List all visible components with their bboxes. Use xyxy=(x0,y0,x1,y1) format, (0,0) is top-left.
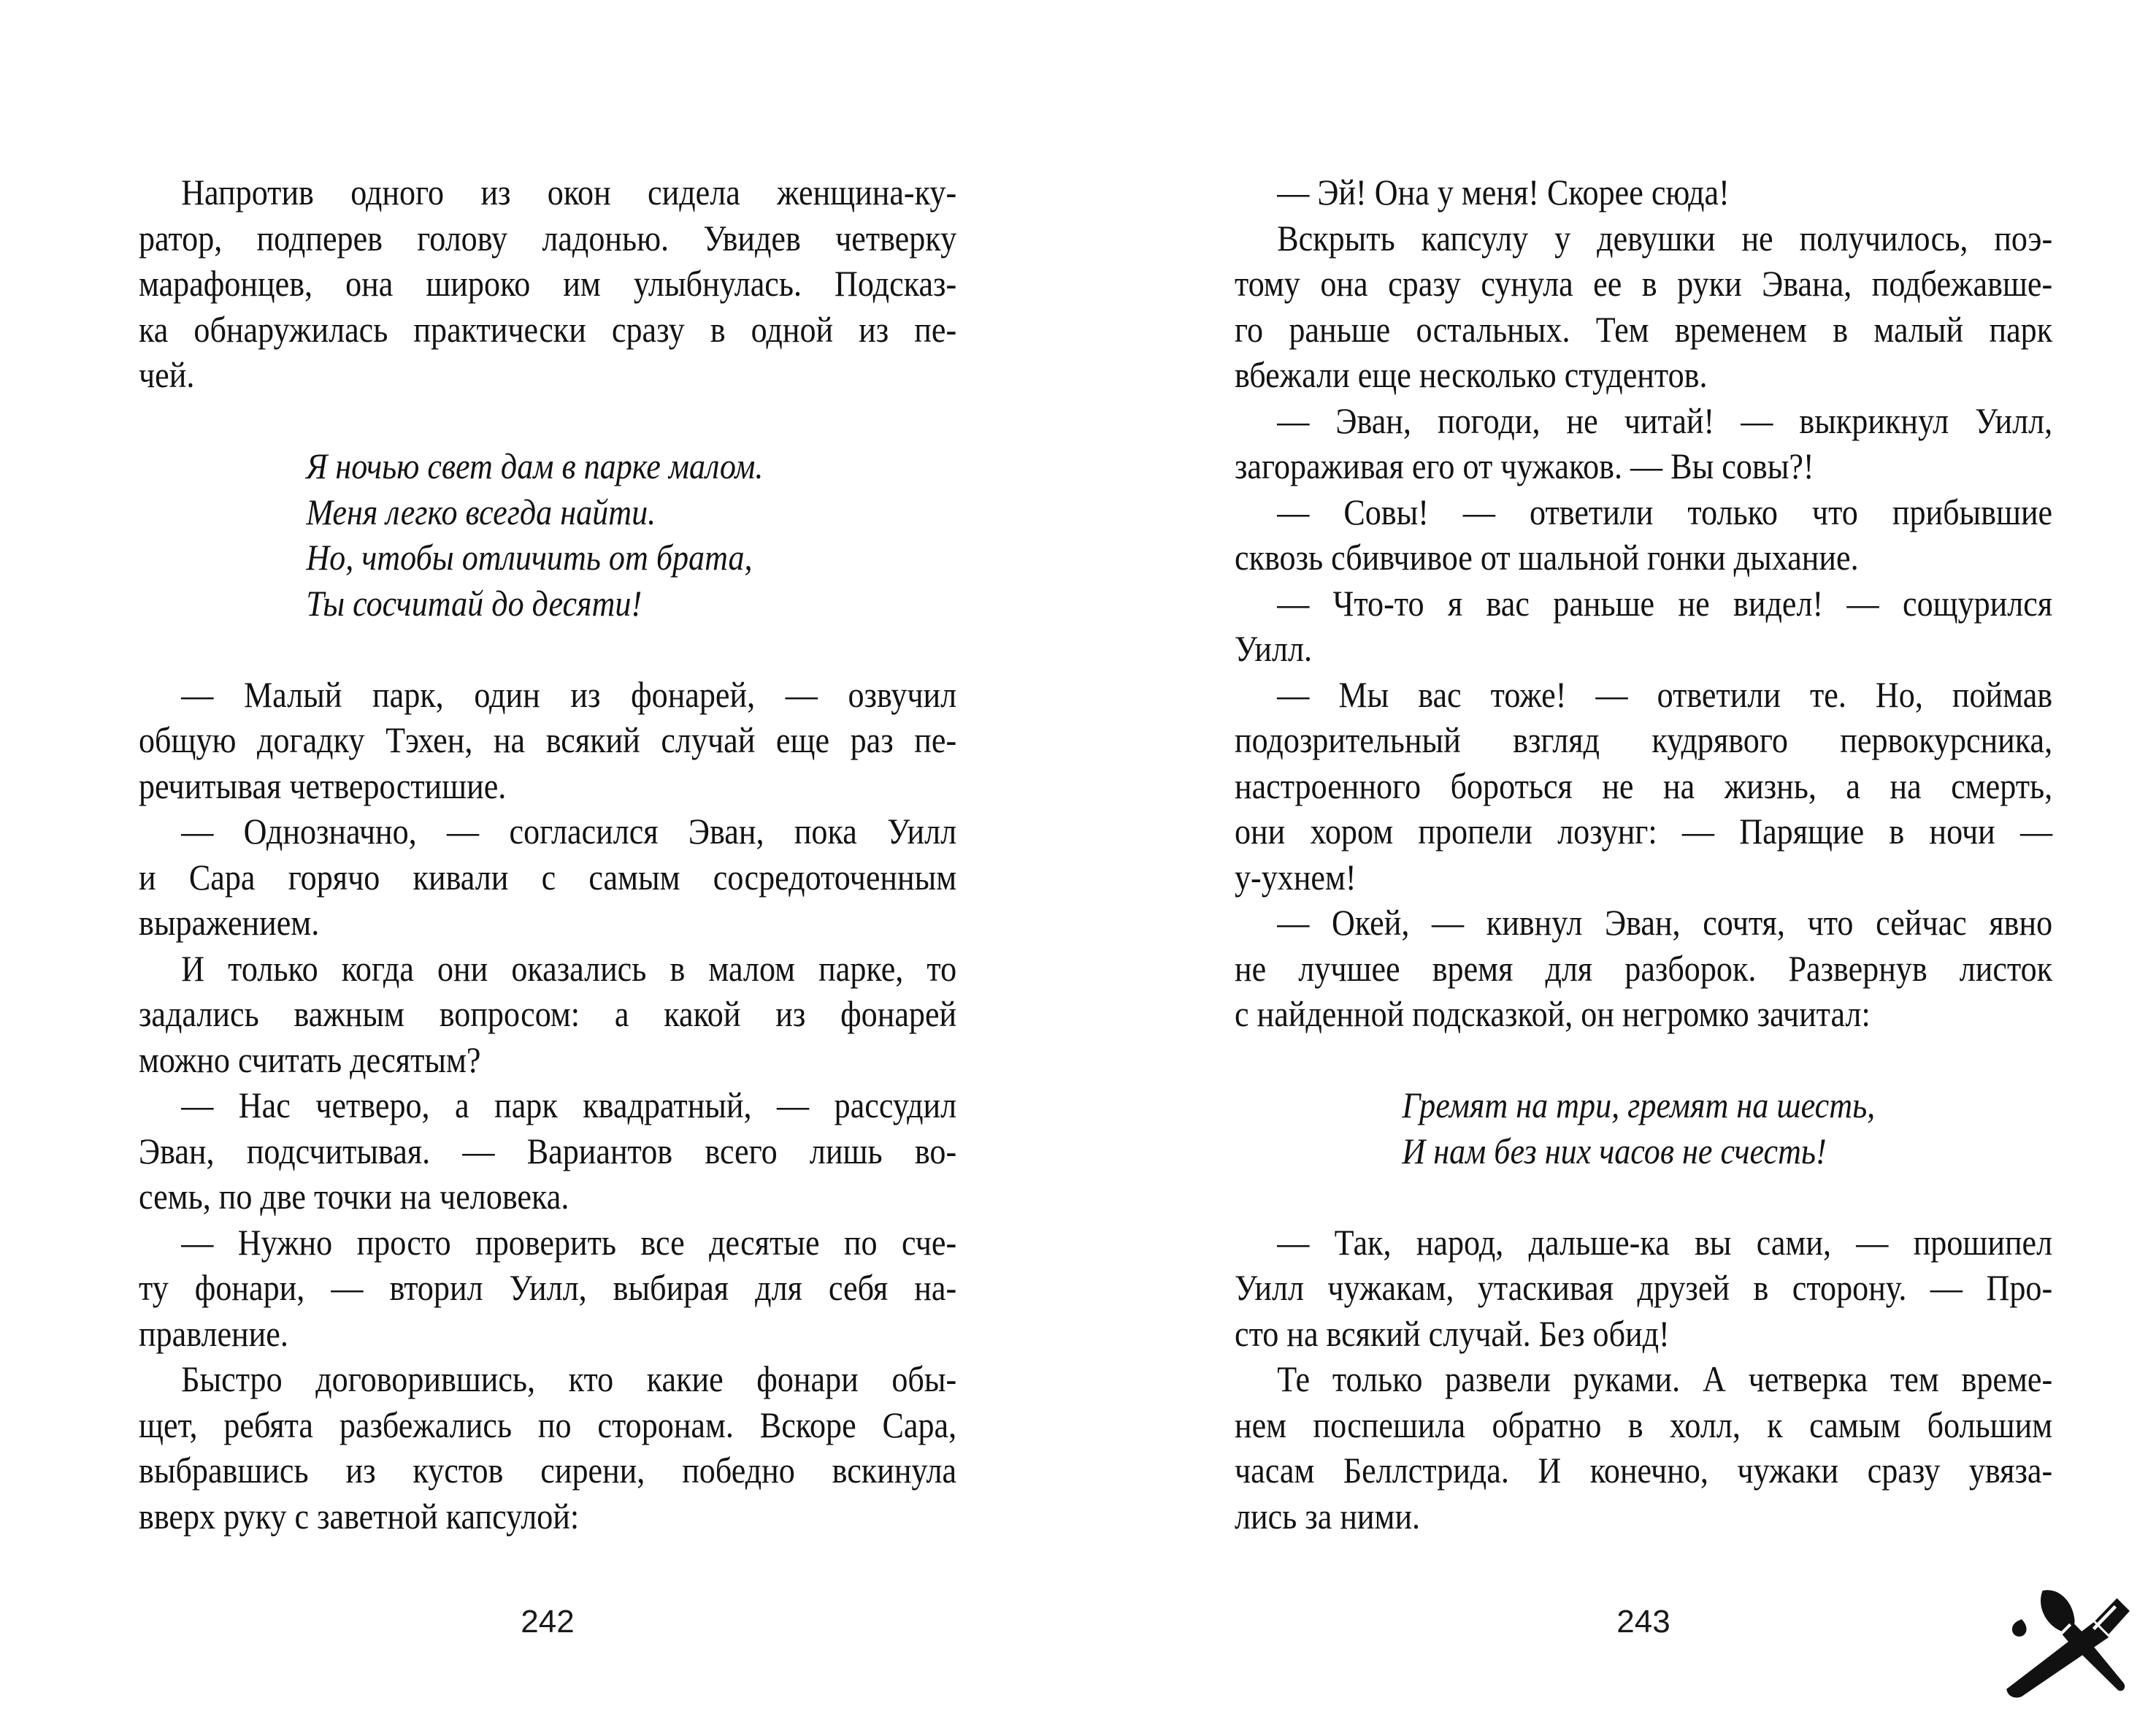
text-line: Вскрыть капсулу у девушки не получилось, поэ- xyxy=(1277,217,2053,259)
text-line: Эван, подсчитывая. — Вариантов всего лишь во- xyxy=(139,1130,957,1171)
paragraph xyxy=(139,808,956,946)
paragraph xyxy=(1235,672,2052,900)
text-line: с найденной подсказкой, он негромко зачитал: xyxy=(1235,993,1871,1034)
text-line: — Эван, погоди, не читай! — выкрикнул Уилл, xyxy=(1277,399,2053,441)
text-line: — Мы вас тоже! — ответили те. Но, поймав xyxy=(1277,673,2053,715)
text-column xyxy=(1235,169,2052,1539)
text-line: часам Беллстрида. И конечно, чужаки сразу увяза- xyxy=(1235,1450,2053,1491)
text-line: ратор, подперев голову ладонью. Увидев четверку xyxy=(139,217,957,259)
paragraph xyxy=(139,1356,956,1539)
paragraph xyxy=(139,672,956,809)
text-line: загораживая его от чужаков. — Вы совы?! xyxy=(1235,445,1814,486)
verse-block xyxy=(139,443,956,626)
paragraph xyxy=(1235,398,2052,489)
text-line: — Малый парк, один из фонарей, — озвучил xyxy=(181,673,957,715)
verse-line: Но, чтобы отличить от брата, xyxy=(306,537,753,578)
page-number: 243 xyxy=(1616,1604,1670,1640)
text-line: лись за ними. xyxy=(1235,1495,1421,1537)
verse-line: Я ночью свет дам в парке малом. xyxy=(306,445,764,486)
paragraph xyxy=(1235,581,2052,672)
text-line: общую догадку Тэхен, на всякий случай еще раз пе- xyxy=(139,719,957,760)
text-line: и Сара горячо кивали с самым сосредоточенным xyxy=(139,856,957,898)
text-line: тому она сразу сунула ее в руки Эвана, подбежавше- xyxy=(1235,263,2053,304)
text-line: — Совы! — ответили только что прибывшие xyxy=(1277,491,2053,532)
text-line: — Однозначно, — согласился Эван, пока Уилл xyxy=(181,811,957,852)
text-line: марафонцев, она широко им улыбнулась. Подсказ- xyxy=(139,263,957,304)
verse-line: И нам без них часов не счесть! xyxy=(1402,1130,1827,1171)
text-line: не лучшее время для разборок. Развернув листок xyxy=(1235,947,2053,989)
text-line: Напротив одного из окон сидела женщина-ку- xyxy=(181,172,957,213)
text-line: сквозь сбивчивое от шальной гонки дыхание. xyxy=(1235,537,1859,578)
text-line: Уилл чужакам, утаскивая друзей в сторону. — Про- xyxy=(1235,1267,2053,1308)
text-line: настроенного бороться не на жизнь, а на смерть, xyxy=(1235,765,2053,806)
verse-line: Меня легко всегда найти. xyxy=(306,491,656,532)
text-line: выражением. xyxy=(139,902,320,943)
paragraph xyxy=(1235,900,2052,1037)
page-number: 242 xyxy=(521,1604,575,1640)
paragraph xyxy=(1235,169,2052,215)
text-line: нем поспешила обратно в холл, к самым большим xyxy=(1235,1404,2053,1445)
text-line: у-ухнем! xyxy=(1235,856,1357,898)
text-line: задались важным вопросом: а какой из фонарей xyxy=(139,993,957,1034)
text-line: можно считать десятым? xyxy=(139,1039,481,1080)
text-line: — Нас четверо, а парк квадратный, — рассудил xyxy=(181,1085,957,1125)
paragraph xyxy=(1235,1356,2052,1539)
paragraph xyxy=(1235,1220,2052,1357)
text-line: ка обнаружилась практически сразу в одной из пе- xyxy=(139,308,957,350)
paragraph xyxy=(139,169,956,398)
paragraph xyxy=(139,1220,956,1357)
text-line: Те только развели руками. А четверка тем време- xyxy=(1277,1358,2053,1399)
paragraph xyxy=(139,946,956,1083)
text-line: подозрительный взгляд кудрявого первокурсника, xyxy=(1235,719,2053,760)
text-line: семь, по две точки на человека. xyxy=(139,1176,569,1217)
text-line: вбежали еще несколько студентов. xyxy=(1235,354,1708,395)
text-line: щет, ребята разбежались по сторонам. Вскоре Сара, xyxy=(139,1404,957,1445)
text-line: правление. xyxy=(139,1312,288,1354)
paragraph xyxy=(139,1082,956,1220)
verse-line: Ты сосчитай до десяти! xyxy=(306,582,642,624)
text-line: го раньше остальных. Тем временем в малый парк xyxy=(1235,308,2053,350)
text-line: — Нужно просто проверить все десятые по сче- xyxy=(181,1221,957,1263)
verse-block xyxy=(1235,1082,2052,1174)
text-line: чей. xyxy=(139,354,195,395)
text-line: — Что-то я вас раньше не видел! — сощурился xyxy=(1277,582,2053,624)
text-column xyxy=(139,169,956,1539)
text-line: вверх руку с заветной капсулой: xyxy=(139,1495,580,1537)
text-line: выбравшись из кустов сирени, победно вскинула xyxy=(139,1450,957,1491)
text-line: — Эй! Она у меня! Скорее сюда! xyxy=(1277,172,1730,213)
text-line: — Так, народ, дальше-ка вы сами, — прошипел xyxy=(1277,1221,2053,1263)
verse-line: Гремят на три, гремят на шесть, xyxy=(1402,1085,1876,1125)
crossed-paintbrushes-icon xyxy=(1999,1583,2130,1700)
text-line: ту фонари, — вторил Уилл, выбирая для себя на- xyxy=(139,1267,957,1308)
text-line: Быстро договорившись, кто какие фонари обы- xyxy=(181,1358,957,1399)
paragraph xyxy=(1235,215,2052,398)
paragraph xyxy=(1235,489,2052,581)
text-line: И только когда они оказались в малом парке, то xyxy=(181,947,957,989)
text-line: сто на всякий случай. Без обид! xyxy=(1235,1312,1670,1354)
text-line: Уилл. xyxy=(1235,628,1312,669)
text-line: — Окей, — кивнул Эван, сочтя, что сейчас явно xyxy=(1277,902,2053,943)
text-line: речитывая четверостишие. xyxy=(139,765,507,806)
text-line: они хором пропели лозунг: — Парящие в ночи — xyxy=(1235,811,2053,852)
book-page-right xyxy=(1078,0,2156,1725)
